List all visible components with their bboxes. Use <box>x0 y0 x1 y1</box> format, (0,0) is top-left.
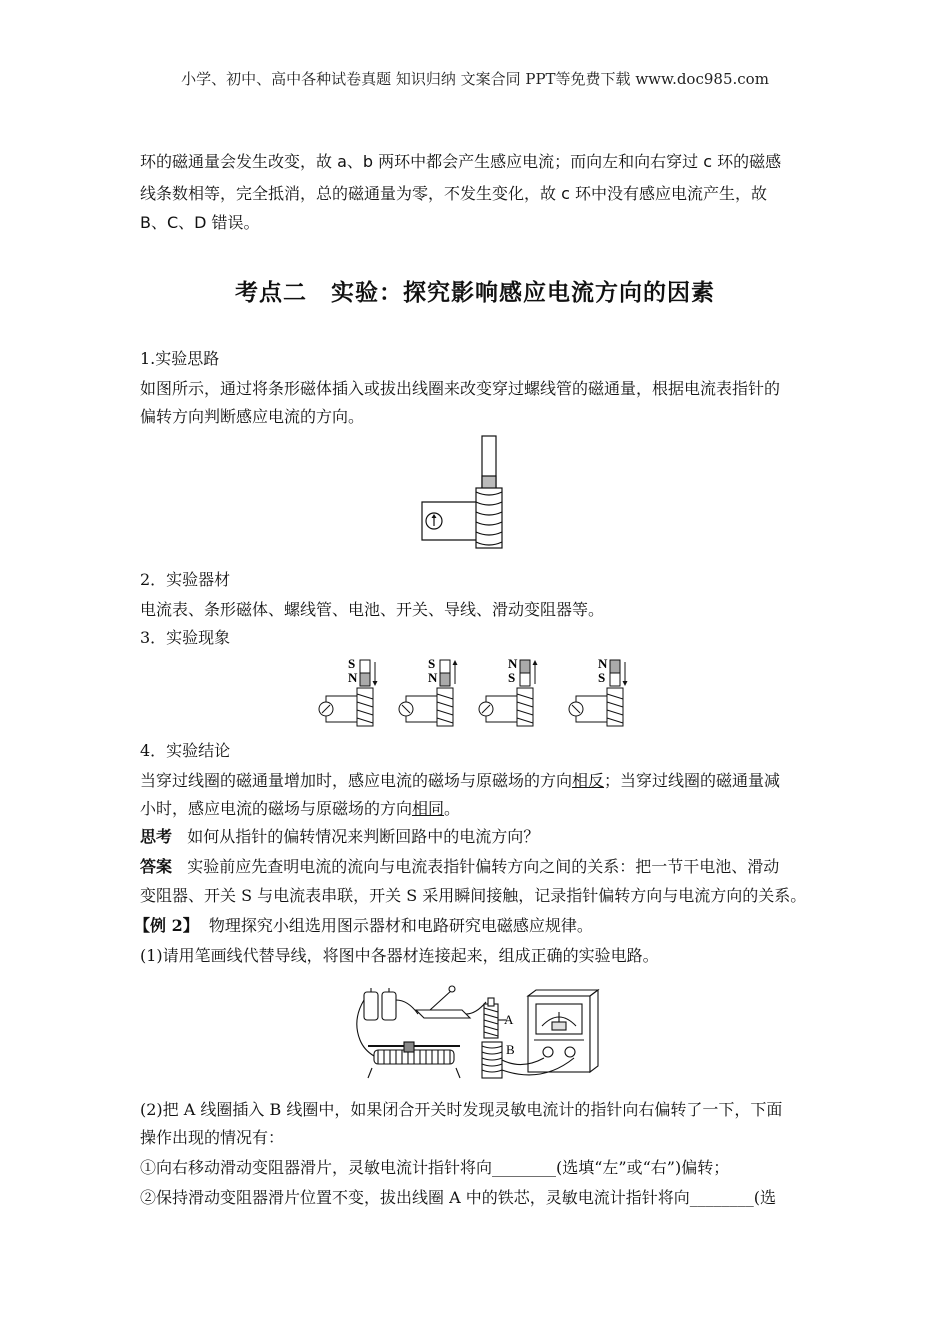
question-2-line-2: 操作出现的情况有： <box>140 1128 285 1147</box>
answer-line-1 <box>140 857 820 877</box>
pole-label-top-3: N <box>508 656 518 671</box>
battery-2 <box>382 992 396 1020</box>
think-label: 思考 <box>140 827 173 846</box>
pole-label-top-2: S <box>428 656 436 671</box>
pole-label-bottom-4: S <box>598 670 606 685</box>
think-line <box>140 827 820 847</box>
phenomenon-figure-1 <box>319 656 378 726</box>
battery-1 <box>364 992 378 1020</box>
s4-answer-same: 相同 <box>412 799 445 818</box>
pole-label-top-1: S <box>348 656 356 671</box>
s2-heading: 2．实验器材 <box>140 570 231 589</box>
intro-line-1: 环的磁通量会发生改变，故 a、b 两环中都会产生感应电流；而向左和向右穿过 c 环的磁感 <box>140 152 782 171</box>
s2-text: 电流表、条形磁体、螺线管、电池、开关、导线、滑动变阻器等。 <box>140 600 605 619</box>
s4-line-2-a: 小时，感应电流的磁场与原磁场的方向 <box>140 799 413 818</box>
answer-text-1: 实验前应先查明电流的流向与电流表指针偏转方向之间的关系：把一节干电池、滑动 <box>187 857 780 876</box>
phenomenon-figure-2 <box>399 656 458 726</box>
s3-heading: 3．实验现象 <box>140 628 231 647</box>
phenomenon-figure-4 <box>569 656 628 726</box>
s1-line-1: 如图所示，通过将条形磁体插入或拔出线圈来改变穿过螺线管的磁通量，根据电流表指针的 <box>140 379 781 398</box>
question-2-line-1: (2)把 A 线圈插入 B 线圈中，如果闭合开关时发现灵敏电流计的指针向右偏转了一下，下面 <box>140 1100 783 1119</box>
coil-b-label: B <box>506 1042 515 1057</box>
galvanometer-top <box>528 990 598 996</box>
answer-label: 答案 <box>140 857 173 876</box>
phenomena-figures <box>314 656 644 728</box>
s4-line-1-b: ；当穿过线圈的磁通量减 <box>604 771 781 790</box>
section-title: 考点二 实验：探究影响感应电流方向的因素 <box>235 280 715 306</box>
s1-line-2: 偏转方向判断感应电流的方向。 <box>140 407 365 426</box>
apparatus-figure <box>352 980 612 1084</box>
s4-line-2 <box>140 799 820 819</box>
pole-label-bottom-2: N <box>428 670 438 685</box>
intro-line-2: 线条数相等，完全抵消，总的磁通量为零，不发生变化，故 c 环中没有感应电流产生，故 <box>140 184 767 203</box>
question-2-ii: ②保持滑动变阻器滑片位置不变，拔出线圈 A 中的铁芯，灵敏电流计指针将向________(选 <box>140 1188 776 1207</box>
question-2-i: ①向右移动滑动变阻器滑片，灵敏电流计指针将向________(选填“左”或“右”)偏转； <box>140 1158 730 1177</box>
page-header: 小学、初中、高中各种试卷真题 知识归纳 文案合同 PPT等免费下载 www.doc985.com <box>181 70 769 88</box>
phenomenon-figure-3 <box>479 656 538 726</box>
pole-label-bottom-3: S <box>508 670 516 685</box>
coil-a-label: A <box>504 1012 514 1027</box>
example-text: 物理探究小组选用图示器材和电路研究电磁感应规律。 <box>208 916 593 935</box>
s4-answer-opposite: 相反 <box>572 771 605 790</box>
example-line <box>134 916 814 936</box>
think-text: 如何从指针的偏转情况来判断回路中的电流方向？ <box>187 827 540 846</box>
pole-label-bottom-1: N <box>348 670 358 685</box>
pole-label-top-4: N <box>598 656 608 671</box>
example-label: 【例 2】 <box>134 916 199 935</box>
s4-line-2-b: 。 <box>444 799 461 818</box>
s1-heading: 1.实验思路 <box>140 349 220 368</box>
answer-line-2: 变阻器、开关 S 与电流表串联，开关 S 采用瞬间接触，记录指针偏转方向与电流方向的关系。 <box>140 886 807 905</box>
s4-heading: 4．实验结论 <box>140 741 231 760</box>
intro-line-3: B、C、D 错误。 <box>140 213 260 232</box>
s4-line-1 <box>140 771 820 791</box>
question-1: (1)请用笔画线代替导线，将图中各器材连接起来，组成正确的实验电路。 <box>140 946 659 965</box>
switch-base <box>416 1010 470 1018</box>
s4-line-1-a: 当穿过线圈的磁通量增加时，感应电流的磁场与原磁场的方向 <box>140 771 573 790</box>
solenoid-magnet-figure <box>418 432 528 552</box>
